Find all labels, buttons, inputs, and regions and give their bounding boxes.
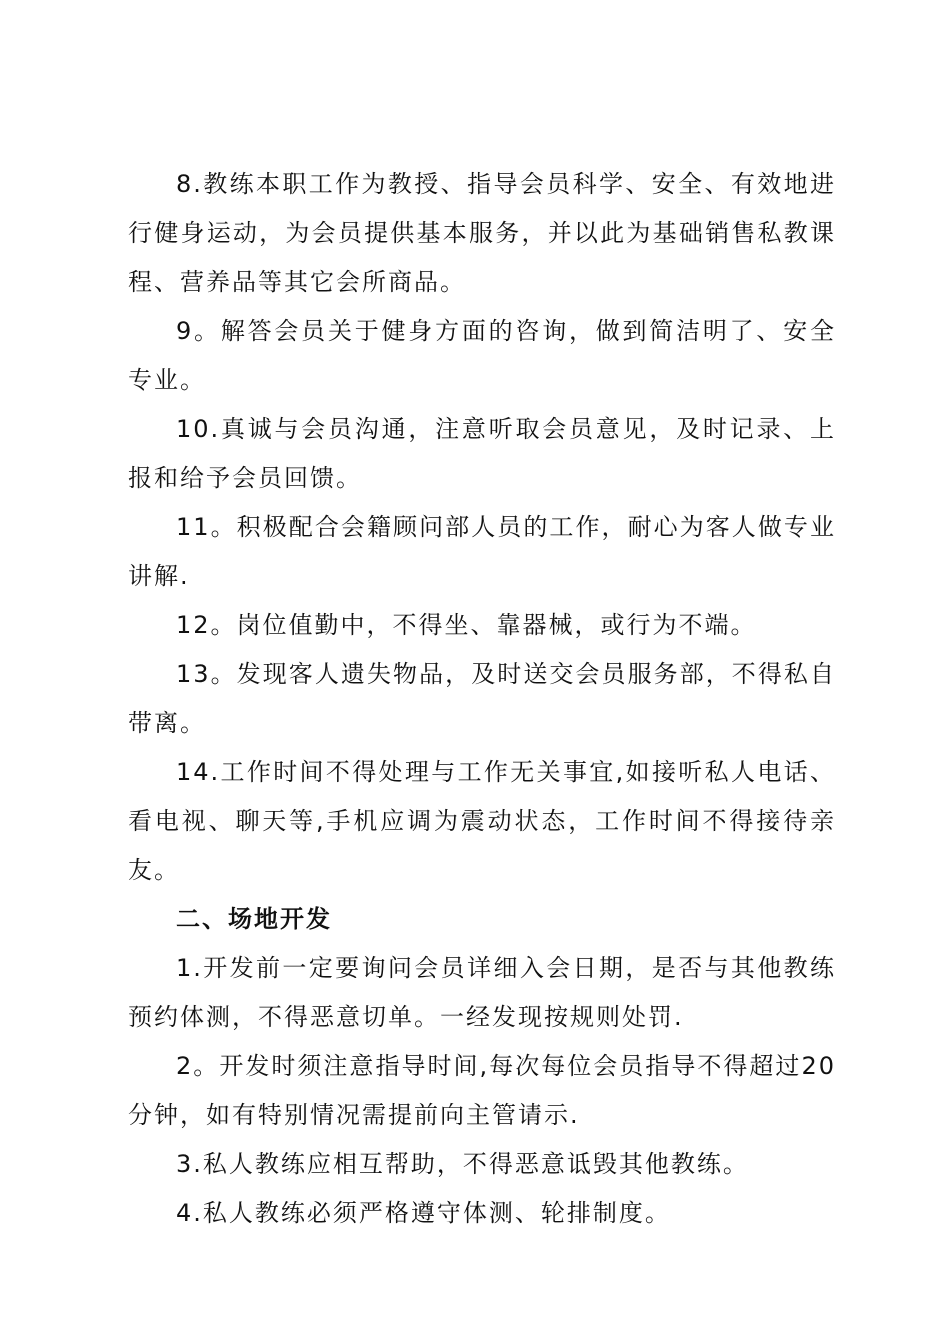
section-paragraph-4: 4.私人教练必须严格遵守体测、轮排制度。: [176, 1199, 671, 1227]
paragraph-13: 13。发现客人遗失物品，及时送交会员服务部，不得私自带离。: [128, 660, 836, 737]
paragraph-12: 12。岗位值勤中，不得坐、靠器械，或行为不端。: [176, 611, 757, 639]
section-heading: 二、场地开发: [176, 905, 332, 933]
section-paragraph-2: 2。开发时须注意指导时间,每次每位会员指导不得超过20分钟，如有特别情况需提前向主管请示.: [128, 1052, 836, 1129]
paragraph-9: 9。解答会员关于健身方面的咨询，做到简洁明了、安全专业。: [128, 317, 836, 394]
paragraph-8: 8.教练本职工作为教授、指导会员科学、安全、有效地进行健身运动，为会员提供基本服务，并以此为基础销售私教课程、营养品等其它会所商品。: [128, 170, 836, 296]
paragraph-10: 10.真诚与会员沟通，注意听取会员意见，及时记录、上报和给予会员回馈。: [128, 415, 836, 492]
section-paragraph-1: 1.开发前一定要询问会员详细入会日期，是否与其他教练预约体测，不得恶意切单。一经发现按规则处罚.: [128, 954, 836, 1031]
paragraph-11: 11。积极配合会籍顾问部人员的工作，耐心为客人做专业讲解.: [128, 513, 836, 590]
section-paragraph-3: 3.私人教练应相互帮助，不得恶意诋毁其他教练。: [176, 1150, 749, 1178]
paragraph-14: 14.工作时间不得处理与工作无关事宜,如接听私人电话、看电视、聊天等,手机应调为震动状态，工作时间不得接待亲友。: [128, 758, 836, 884]
document-body: [128, 160, 836, 1238]
